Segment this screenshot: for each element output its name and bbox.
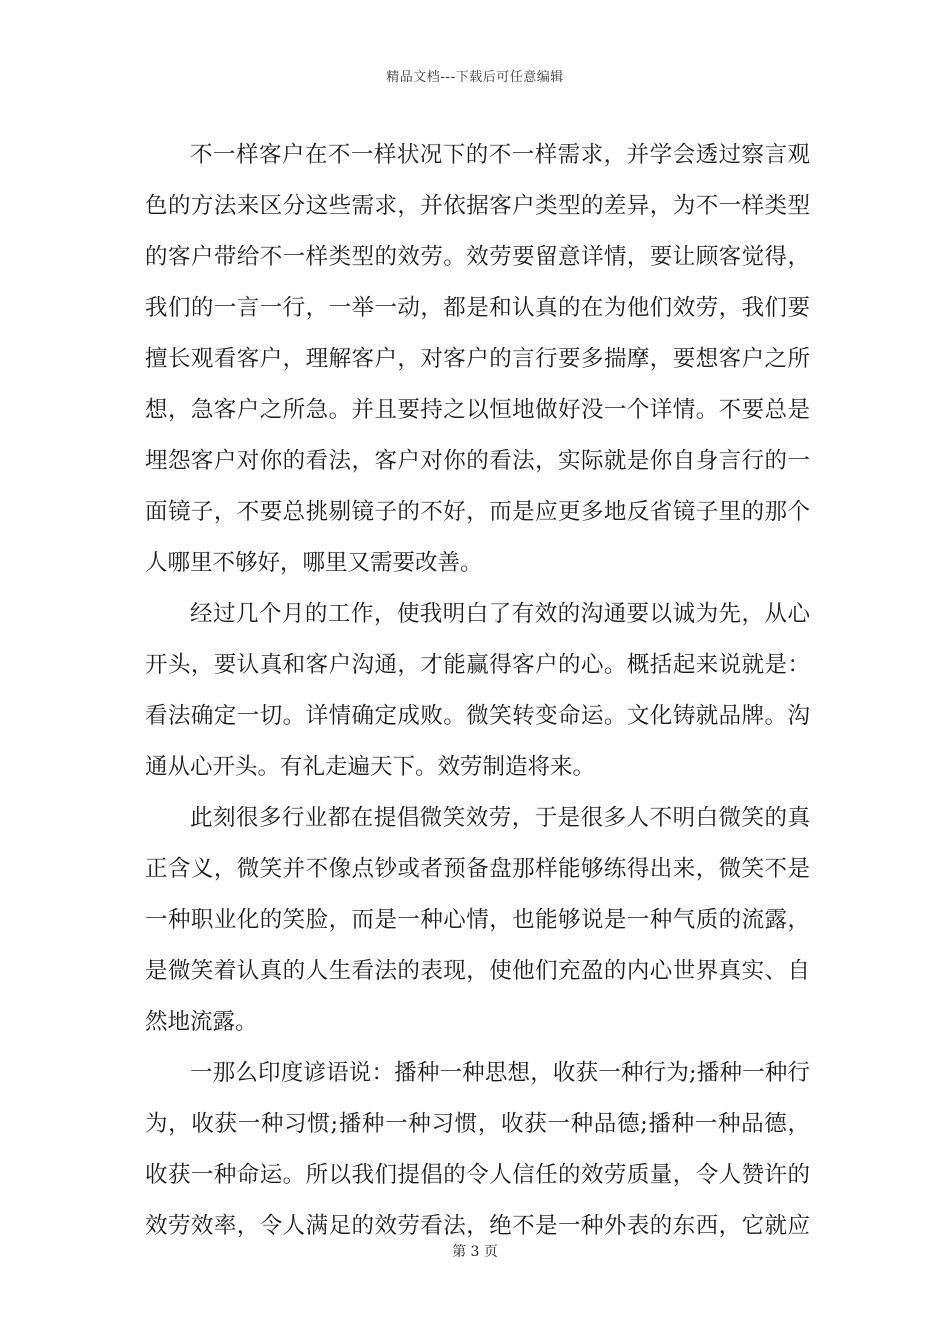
paragraph-2-line-3: 看法确定一切。详情确定成败。微笑转变命运。文化铸就品牌。沟 [145,703,810,729]
paragraph-4-line-2: 为，收获一种习惯;播种一种习惯，收获一种品德;播种一种品德， [145,1111,810,1137]
paragraph-2-line-2: 开头，要认真和客户沟通，才能赢得客户的心。概括起来说就是： [145,652,810,678]
paragraph-3-line-5: 然地流露。 [145,1009,258,1035]
paragraph-4-line-4: 效劳效率，令人满足的效劳看法，绝不是一种外表的东西，它就应 [145,1213,810,1239]
paragraph-1-line-1: 不一样客户在不一样状况下的不一样需求，并学会透过察言观 [190,142,810,168]
paragraph-1-line-7: 埋怨客户对你的看法，客户对你的看法，实际就是你自身言行的一 [145,448,810,474]
paragraph-3-line-3: 一种职业化的笑脸，而是一种心情，也能够说是一种气质的流露， [145,907,810,933]
paragraph-1-line-9: 人哪里不够好，哪里又需要改善。 [145,550,483,576]
paragraph-1-line-2: 色的方法来区分这些需求，并依据客户类型的差异，为不一样类型 [145,193,810,219]
paragraph-4-line-1: 一那么印度谚语说：播种一种思想，收获一种行为;播种一种行 [190,1060,810,1086]
paragraph-2-line-1: 经过几个月的工作，使我明白了有效的沟通要以诚为先，从心 [190,601,810,627]
paragraph-1-line-6: 想，急客户之所急。并且要持之以恒地做好没一个详情。不要总是 [145,397,810,423]
paragraph-4-line-3: 收获一种命运。所以我们提倡的令人信任的效劳质量，令人赞许的 [145,1162,810,1188]
paragraph-1-line-4: 我们的一言一行，一举一动，都是和认真的在为他们效劳，我们要 [145,295,810,321]
paragraph-3-line-1: 此刻很多行业都在提倡微笑效劳，于是很多人不明白微笑的真 [190,805,810,831]
paragraph-1-line-3: 的客户带给不一样类型的效劳。效劳要留意详情，要让顾客觉得， [145,244,810,270]
paragraph-3-line-2: 正含义，微笑并不像点钞或者预备盘那样能够练得出来，微笑不是 [145,856,810,882]
paragraph-2-line-4: 通从心开头。有礼走遍天下。效劳制造将来。 [145,754,596,780]
paragraph-1-line-8: 面镜子，不要总挑剔镜子的不好，而是应更多地反省镜子里的那个 [145,499,810,525]
page-header: 精品文档---下载后可任意编辑 [386,70,564,85]
document-body [145,130,810,1252]
paragraph-1-line-5: 擅长观看客户，理解客户，对客户的言行要多揣摩，要想客户之所 [145,346,810,372]
paragraph-3-line-4: 是微笑着认真的人生看法的表现，使他们充盈的内心世界真实、自 [145,958,810,984]
page-number: 第 3 页 [452,1244,498,1260]
